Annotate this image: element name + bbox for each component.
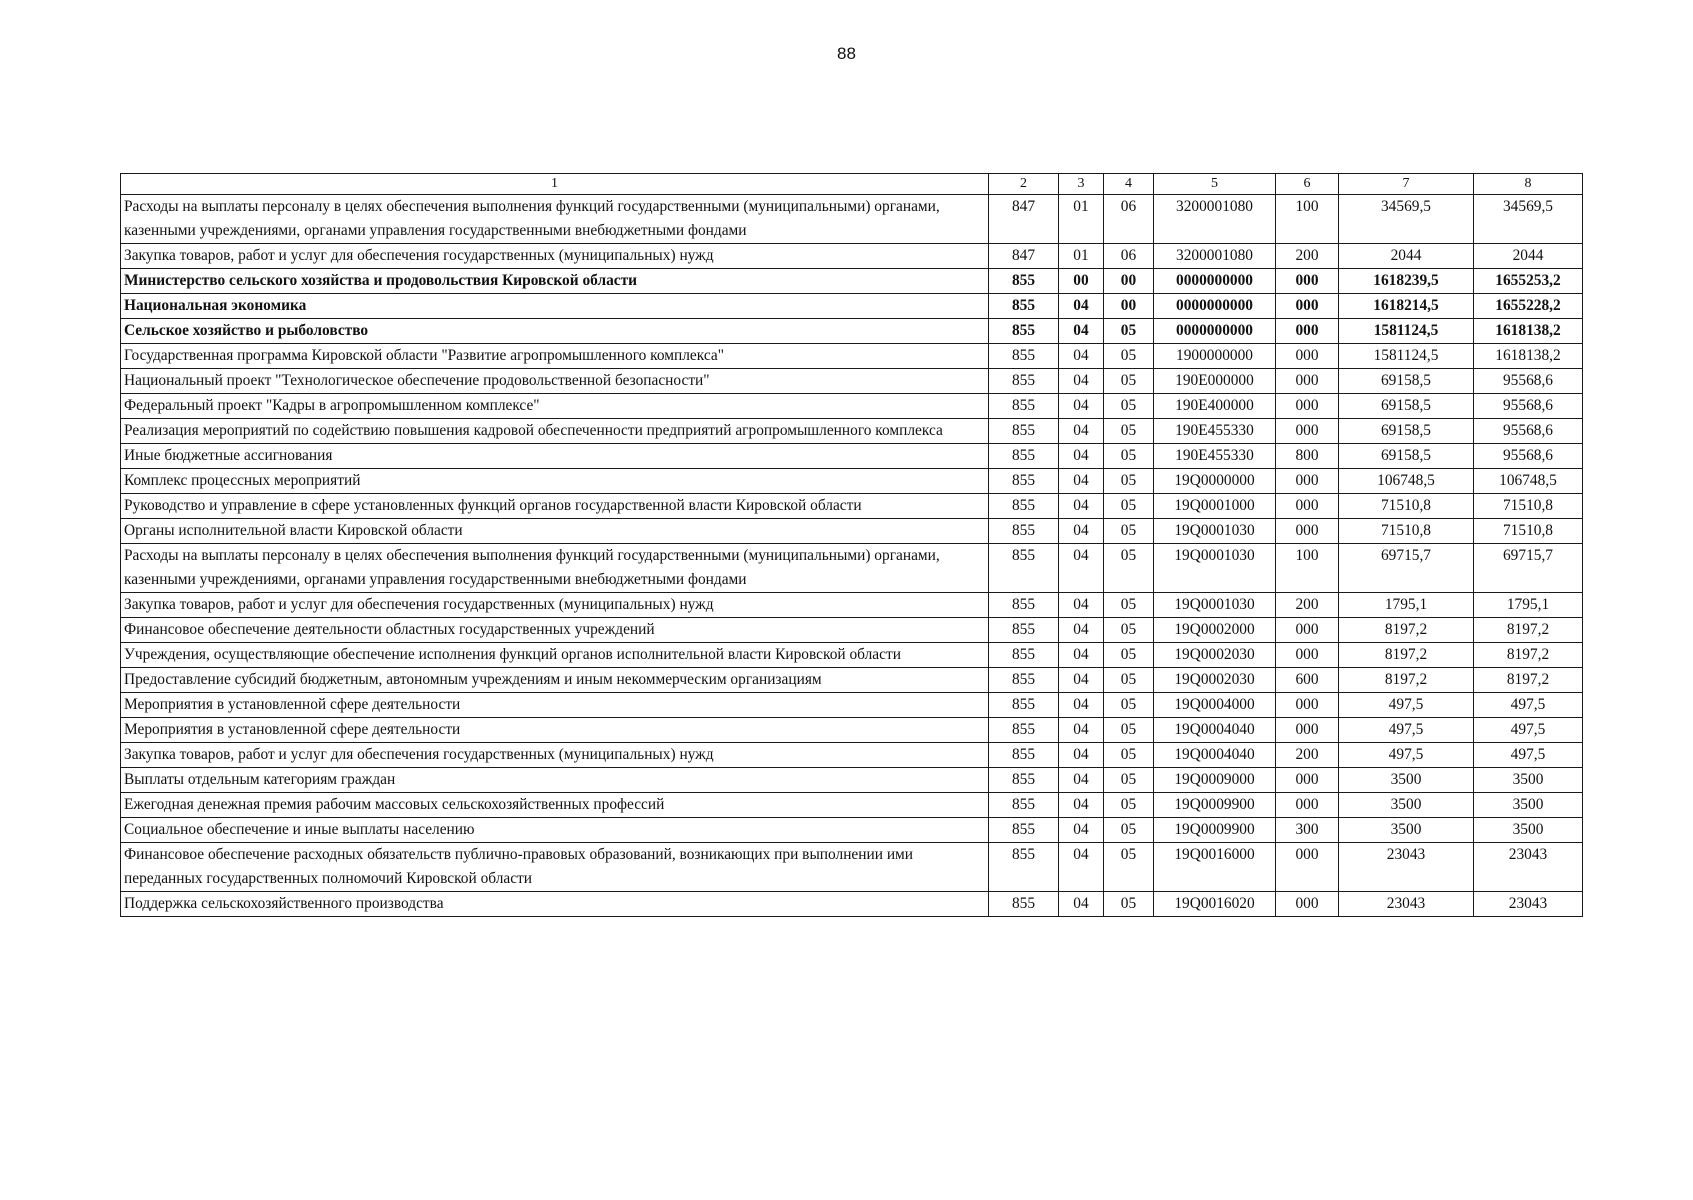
subsection-code: 06: [1104, 195, 1154, 244]
target-code: 0000000000: [1154, 269, 1276, 294]
amount-year-1: 69158,5: [1339, 444, 1474, 469]
table-row: [121, 544, 1583, 593]
section-code: 04: [1059, 444, 1104, 469]
item-name: Выплаты отдельным категориям граждан: [121, 768, 989, 793]
target-code: 19Q0004000: [1154, 693, 1276, 718]
subsection-code: 05: [1104, 319, 1154, 344]
table-row: [121, 693, 1583, 718]
expense-type-code: 000: [1276, 369, 1339, 394]
amount-year-1: 69158,5: [1339, 369, 1474, 394]
subsection-code: 05: [1104, 369, 1154, 394]
ministry-code: 855: [989, 693, 1059, 718]
subsection-code: 05: [1104, 544, 1154, 593]
table-row: [121, 319, 1583, 344]
item-name: Руководство и управление в сфере установленных функций органов государственной власти Кировской области: [121, 494, 989, 519]
expense-type-code: 000: [1276, 768, 1339, 793]
ministry-code: 855: [989, 768, 1059, 793]
table-row: [121, 269, 1583, 294]
subsection-code: 05: [1104, 469, 1154, 494]
amount-year-1: 69158,5: [1339, 419, 1474, 444]
target-code: 19Q0009000: [1154, 768, 1276, 793]
ministry-code: 855: [989, 444, 1059, 469]
expense-type-code: 000: [1276, 294, 1339, 319]
expense-type-code: 000: [1276, 494, 1339, 519]
item-name: Закупка товаров, работ и услуг для обеспечения государственных (муниципальных) нужд: [121, 743, 989, 768]
table-row: [121, 344, 1583, 369]
item-name: Сельское хозяйство и рыболовство: [121, 319, 989, 344]
expense-type-code: 000: [1276, 618, 1339, 643]
section-code: 00: [1059, 269, 1104, 294]
header-cell: 1: [121, 174, 989, 195]
target-code: 19Q0001030: [1154, 544, 1276, 593]
table-row: [121, 818, 1583, 843]
expense-type-code: 200: [1276, 593, 1339, 618]
item-name: Расходы на выплаты персоналу в целях обеспечения выполнения функций государственными (муниципальными) органами, казенными учреждениями, органами управления государственными внебюджетными фондами: [121, 544, 989, 593]
amount-year-1: 3500: [1339, 793, 1474, 818]
item-name: Закупка товаров, работ и услуг для обеспечения государственных (муниципальных) нужд: [121, 244, 989, 269]
section-code: 04: [1059, 743, 1104, 768]
amount-year-1: 1618239,5: [1339, 269, 1474, 294]
subsection-code: 00: [1104, 294, 1154, 319]
target-code: 19Q0002000: [1154, 618, 1276, 643]
section-code: 04: [1059, 519, 1104, 544]
amount-year-2: 1795,1: [1474, 593, 1583, 618]
ministry-code: 855: [989, 892, 1059, 917]
target-code: 19Q0009900: [1154, 793, 1276, 818]
amount-year-1: 34569,5: [1339, 195, 1474, 244]
amount-year-1: 3500: [1339, 818, 1474, 843]
expense-type-code: 000: [1276, 643, 1339, 668]
header-cell: 5: [1154, 174, 1276, 195]
ministry-code: 855: [989, 269, 1059, 294]
expense-type-code: 000: [1276, 793, 1339, 818]
amount-year-1: 1581124,5: [1339, 319, 1474, 344]
expense-type-code: 100: [1276, 195, 1339, 244]
target-code: 190Е455330: [1154, 419, 1276, 444]
page-number: 88: [837, 44, 856, 63]
item-name: Иные бюджетные ассигнования: [121, 444, 989, 469]
ministry-code: 855: [989, 793, 1059, 818]
table-row: [121, 494, 1583, 519]
target-code: 19Q0001030: [1154, 519, 1276, 544]
amount-year-2: 3500: [1474, 768, 1583, 793]
table-row: [121, 419, 1583, 444]
section-code: 04: [1059, 718, 1104, 743]
amount-year-1: 106748,5: [1339, 469, 1474, 494]
header-cell: 2: [989, 174, 1059, 195]
section-code: 01: [1059, 244, 1104, 269]
ministry-code: 855: [989, 344, 1059, 369]
table-row: [121, 294, 1583, 319]
subsection-code: 05: [1104, 494, 1154, 519]
target-code: 19Q0001000: [1154, 494, 1276, 519]
target-code: 1900000000: [1154, 344, 1276, 369]
target-code: 190Е400000: [1154, 394, 1276, 419]
section-code: 04: [1059, 793, 1104, 818]
section-code: 04: [1059, 843, 1104, 892]
target-code: 3200001080: [1154, 244, 1276, 269]
table-row: [121, 843, 1583, 892]
item-name: Ежегодная денежная премия рабочим массовых сельскохозяйственных профессий: [121, 793, 989, 818]
subsection-code: 00: [1104, 269, 1154, 294]
expense-type-code: 000: [1276, 519, 1339, 544]
item-name: Финансовое обеспечение деятельности областных государственных учреждений: [121, 618, 989, 643]
target-code: 19Q0016000: [1154, 843, 1276, 892]
amount-year-1: 3500: [1339, 768, 1474, 793]
amount-year-1: 497,5: [1339, 718, 1474, 743]
amount-year-2: 1655228,2: [1474, 294, 1583, 319]
section-code: 01: [1059, 195, 1104, 244]
item-name: Мероприятия в установленной сфере деятельности: [121, 718, 989, 743]
table-row: [121, 718, 1583, 743]
table-row: [121, 768, 1583, 793]
subsection-code: 05: [1104, 444, 1154, 469]
item-name: Мероприятия в установленной сфере деятельности: [121, 693, 989, 718]
item-name: Комплекс процессных мероприятий: [121, 469, 989, 494]
amount-year-1: 1581124,5: [1339, 344, 1474, 369]
ministry-code: 855: [989, 618, 1059, 643]
table-row: [121, 519, 1583, 544]
amount-year-2: 2044: [1474, 244, 1583, 269]
item-name: Национальный проект "Технологическое обеспечение продовольственной безопасности": [121, 369, 989, 394]
subsection-code: 06: [1104, 244, 1154, 269]
expense-type-code: 600: [1276, 668, 1339, 693]
ministry-code: 855: [989, 519, 1059, 544]
header-cell: 3: [1059, 174, 1104, 195]
section-code: 04: [1059, 892, 1104, 917]
ministry-code: 855: [989, 469, 1059, 494]
header-cell: 8: [1474, 174, 1583, 195]
budget-table: [120, 173, 1583, 917]
expense-type-code: 200: [1276, 743, 1339, 768]
ministry-code: 847: [989, 195, 1059, 244]
expense-type-code: 800: [1276, 444, 1339, 469]
ministry-code: 847: [989, 244, 1059, 269]
expense-type-code: 100: [1276, 544, 1339, 593]
table-row: [121, 643, 1583, 668]
subsection-code: 05: [1104, 818, 1154, 843]
item-name: Учреждения, осуществляющие обеспечение исполнения функций органов исполнительной власти Кировской области: [121, 643, 989, 668]
amount-year-2: 497,5: [1474, 693, 1583, 718]
expense-type-code: 000: [1276, 718, 1339, 743]
amount-year-2: 3500: [1474, 793, 1583, 818]
table-row: [121, 892, 1583, 917]
subsection-code: 05: [1104, 768, 1154, 793]
ministry-code: 855: [989, 743, 1059, 768]
ministry-code: 855: [989, 369, 1059, 394]
target-code: 19Q0001030: [1154, 593, 1276, 618]
amount-year-2: 106748,5: [1474, 469, 1583, 494]
subsection-code: 05: [1104, 419, 1154, 444]
amount-year-2: 95568,6: [1474, 369, 1583, 394]
amount-year-1: 497,5: [1339, 693, 1474, 718]
amount-year-2: 8197,2: [1474, 618, 1583, 643]
table-row: [121, 244, 1583, 269]
ministry-code: 855: [989, 494, 1059, 519]
section-code: 04: [1059, 369, 1104, 394]
target-code: 190Е000000: [1154, 369, 1276, 394]
header-cell: 4: [1104, 174, 1154, 195]
ministry-code: 855: [989, 319, 1059, 344]
expense-type-code: 000: [1276, 892, 1339, 917]
ministry-code: 855: [989, 294, 1059, 319]
table-row: [121, 618, 1583, 643]
item-name: Федеральный проект "Кадры в агропромышленном комплексе": [121, 394, 989, 419]
amount-year-1: 69158,5: [1339, 394, 1474, 419]
amount-year-2: 23043: [1474, 892, 1583, 917]
expense-type-code: 200: [1276, 244, 1339, 269]
ministry-code: 855: [989, 643, 1059, 668]
amount-year-1: 1795,1: [1339, 593, 1474, 618]
amount-year-2: 95568,6: [1474, 394, 1583, 419]
ministry-code: 855: [989, 419, 1059, 444]
subsection-code: 05: [1104, 892, 1154, 917]
section-code: 04: [1059, 344, 1104, 369]
amount-year-2: 95568,6: [1474, 444, 1583, 469]
table-row: [121, 444, 1583, 469]
target-code: 3200001080: [1154, 195, 1276, 244]
target-code: 19Q0016020: [1154, 892, 1276, 917]
item-name: Расходы на выплаты персоналу в целях обеспечения выполнения функций государственными (муниципальными) органами, казенными учреждениями, органами управления государственными внебюджетными фондами: [121, 195, 989, 244]
table-row: [121, 394, 1583, 419]
target-code: 0000000000: [1154, 319, 1276, 344]
amount-year-2: 497,5: [1474, 743, 1583, 768]
item-name: Министерство сельского хозяйства и продовольствия Кировской области: [121, 269, 989, 294]
section-code: 04: [1059, 593, 1104, 618]
amount-year-2: 95568,6: [1474, 419, 1583, 444]
section-code: 04: [1059, 294, 1104, 319]
target-code: 19Q0000000: [1154, 469, 1276, 494]
expense-type-code: 000: [1276, 344, 1339, 369]
subsection-code: 05: [1104, 643, 1154, 668]
expense-type-code: 000: [1276, 319, 1339, 344]
amount-year-2: 34569,5: [1474, 195, 1583, 244]
expense-type-code: 000: [1276, 469, 1339, 494]
section-code: 04: [1059, 668, 1104, 693]
subsection-code: 05: [1104, 394, 1154, 419]
expense-type-code: 000: [1276, 419, 1339, 444]
ministry-code: 855: [989, 394, 1059, 419]
subsection-code: 05: [1104, 843, 1154, 892]
ministry-code: 855: [989, 843, 1059, 892]
amount-year-2: 1618138,2: [1474, 344, 1583, 369]
item-name: Закупка товаров, работ и услуг для обеспечения государственных (муниципальных) нужд: [121, 593, 989, 618]
amount-year-1: 71510,8: [1339, 494, 1474, 519]
section-code: 04: [1059, 618, 1104, 643]
table-row: [121, 469, 1583, 494]
section-code: 04: [1059, 494, 1104, 519]
item-name: Социальное обеспечение и иные выплаты населению: [121, 818, 989, 843]
ministry-code: 855: [989, 718, 1059, 743]
item-name: Государственная программа Кировской области "Развитие агропромышленного комплекса": [121, 344, 989, 369]
item-name: Поддержка сельскохозяйственного производства: [121, 892, 989, 917]
amount-year-2: 1618138,2: [1474, 319, 1583, 344]
item-name: Предоставление субсидий бюджетным, автономным учреждениям и иным некоммерческим организациям: [121, 668, 989, 693]
header-cell: 7: [1339, 174, 1474, 195]
amount-year-2: 71510,8: [1474, 494, 1583, 519]
ministry-code: 855: [989, 668, 1059, 693]
subsection-code: 05: [1104, 593, 1154, 618]
subsection-code: 05: [1104, 668, 1154, 693]
subsection-code: 05: [1104, 693, 1154, 718]
amount-year-2: 69715,7: [1474, 544, 1583, 593]
target-code: 19Q0002030: [1154, 668, 1276, 693]
expense-type-code: 000: [1276, 269, 1339, 294]
expense-type-code: 000: [1276, 693, 1339, 718]
amount-year-2: 497,5: [1474, 718, 1583, 743]
section-code: 04: [1059, 544, 1104, 593]
section-code: 04: [1059, 419, 1104, 444]
amount-year-1: 8197,2: [1339, 643, 1474, 668]
section-code: 04: [1059, 643, 1104, 668]
target-code: 19Q0009900: [1154, 818, 1276, 843]
table-row: [121, 593, 1583, 618]
section-code: 04: [1059, 319, 1104, 344]
amount-year-1: 8197,2: [1339, 668, 1474, 693]
header-cell: 6: [1276, 174, 1339, 195]
ministry-code: 855: [989, 593, 1059, 618]
amount-year-2: 8197,2: [1474, 668, 1583, 693]
amount-year-1: 1618214,5: [1339, 294, 1474, 319]
amount-year-1: 2044: [1339, 244, 1474, 269]
section-code: 04: [1059, 693, 1104, 718]
target-code: 19Q0002030: [1154, 643, 1276, 668]
ministry-code: 855: [989, 818, 1059, 843]
subsection-code: 05: [1104, 718, 1154, 743]
expense-type-code: 000: [1276, 843, 1339, 892]
section-code: 04: [1059, 394, 1104, 419]
table-row: [121, 793, 1583, 818]
amount-year-1: 71510,8: [1339, 519, 1474, 544]
amount-year-2: 23043: [1474, 843, 1583, 892]
amount-year-1: 23043: [1339, 892, 1474, 917]
table-row: [121, 668, 1583, 693]
subsection-code: 05: [1104, 743, 1154, 768]
amount-year-2: 8197,2: [1474, 643, 1583, 668]
item-name: Финансовое обеспечение расходных обязательств публично-правовых образований, возникающих при выполнении ими переданных государственных полномочий Кировской области: [121, 843, 989, 892]
expense-type-code: 300: [1276, 818, 1339, 843]
amount-year-2: 3500: [1474, 818, 1583, 843]
section-code: 04: [1059, 768, 1104, 793]
subsection-code: 05: [1104, 519, 1154, 544]
item-name: Органы исполнительной власти Кировской области: [121, 519, 989, 544]
table-row: [121, 369, 1583, 394]
item-name: Национальная экономика: [121, 294, 989, 319]
target-code: 0000000000: [1154, 294, 1276, 319]
amount-year-2: 71510,8: [1474, 519, 1583, 544]
target-code: 19Q0004040: [1154, 743, 1276, 768]
subsection-code: 05: [1104, 618, 1154, 643]
ministry-code: 855: [989, 544, 1059, 593]
table-row: [121, 195, 1583, 244]
table-row: [121, 743, 1583, 768]
amount-year-2: 1655253,2: [1474, 269, 1583, 294]
item-name: Реализация мероприятий по содействию повышения кадровой обеспеченности предприятий агропромышленного комплекса: [121, 419, 989, 444]
amount-year-1: 23043: [1339, 843, 1474, 892]
table-header-row: [121, 174, 1583, 195]
target-code: 190Е455330: [1154, 444, 1276, 469]
section-code: 04: [1059, 818, 1104, 843]
amount-year-1: 497,5: [1339, 743, 1474, 768]
subsection-code: 05: [1104, 793, 1154, 818]
section-code: 04: [1059, 469, 1104, 494]
expense-type-code: 000: [1276, 394, 1339, 419]
amount-year-1: 8197,2: [1339, 618, 1474, 643]
subsection-code: 05: [1104, 344, 1154, 369]
target-code: 19Q0004040: [1154, 718, 1276, 743]
amount-year-1: 69715,7: [1339, 544, 1474, 593]
